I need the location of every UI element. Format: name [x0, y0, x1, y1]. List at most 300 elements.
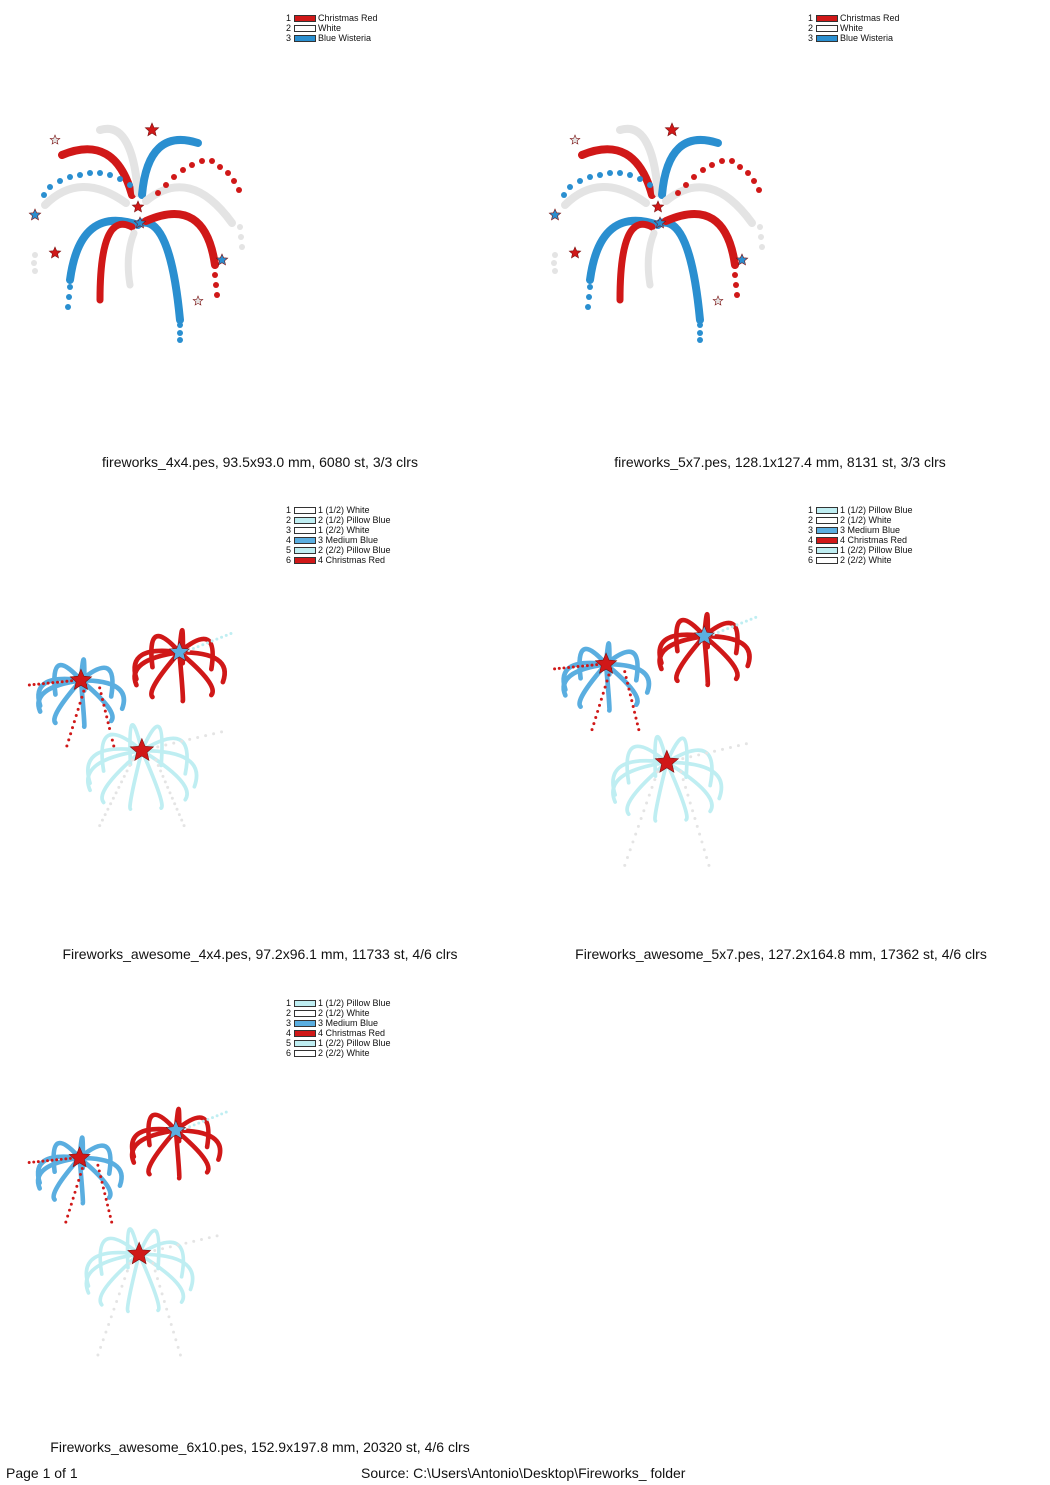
sequin-dot	[70, 679, 73, 682]
sequin-dot	[697, 337, 703, 343]
legend-row	[808, 555, 913, 565]
sequin-dot	[60, 1158, 63, 1161]
sequin-dot	[591, 664, 594, 667]
sequin-dot	[567, 184, 573, 190]
sequin-dot	[600, 698, 603, 701]
design-caption: fireworks_4x4.pes, 93.5x93.0 mm, 6080 st, 3/3 clrs	[102, 454, 418, 470]
sequin-dot	[758, 234, 764, 240]
sequin-dot	[65, 744, 68, 747]
sequin-dot	[634, 717, 637, 720]
star-icon	[570, 135, 580, 144]
sequin-dot	[188, 738, 191, 741]
sequin-dot	[66, 1215, 69, 1218]
sequin-dot	[108, 727, 111, 730]
legend-row	[286, 13, 378, 23]
thread-name: 4 Christmas Red	[840, 535, 908, 545]
sequin-dot	[626, 682, 629, 685]
legend-number: 5	[808, 545, 814, 555]
sequin-dot	[79, 702, 82, 705]
sequin-dot	[698, 833, 701, 836]
sequin-dot	[104, 1331, 107, 1334]
sequin-dot	[705, 752, 708, 755]
sequin-dot	[115, 1300, 118, 1303]
legend-number: 2	[286, 1008, 292, 1018]
sequin-dot	[737, 744, 740, 747]
color-swatch	[294, 15, 316, 22]
firework-stroke	[139, 1254, 159, 1310]
legend-number: 3	[808, 525, 814, 535]
sequin-dot	[640, 817, 643, 820]
sequin-dot	[212, 732, 215, 735]
sequin-dot	[607, 673, 610, 676]
sequin-dot	[214, 292, 220, 298]
sequin-dot	[67, 284, 73, 290]
legend-number: 4	[808, 535, 814, 545]
firework-stroke	[146, 214, 215, 265]
color-swatch	[294, 25, 316, 32]
design-caption: Fireworks_awesome_6x10.pes, 152.9x197.8 mm, 20320 st, 4/6 clrs	[50, 1439, 470, 1455]
legend-row	[808, 505, 913, 515]
sequin-dot	[206, 1118, 209, 1121]
sequin-dot	[713, 750, 716, 753]
sequin-dot	[75, 1185, 78, 1188]
color-swatch	[816, 25, 838, 32]
sequin-dot	[65, 680, 68, 683]
legend-row	[808, 535, 913, 545]
sequin-dot	[551, 260, 557, 266]
sequin-dot	[729, 746, 732, 749]
sequin-dot	[177, 1244, 180, 1247]
sequin-dot	[637, 728, 640, 731]
sequin-dot	[154, 759, 157, 762]
color-swatch	[294, 527, 316, 534]
sequin-dot	[200, 1238, 203, 1241]
color-swatch	[816, 507, 838, 514]
sequin-dot	[177, 337, 183, 343]
firework-stroke	[142, 751, 162, 808]
firework-stroke	[648, 233, 654, 285]
sequin-dot	[112, 1308, 115, 1311]
sequin-dot	[236, 187, 242, 193]
legend-number: 1	[286, 998, 292, 1008]
sequin-dot	[745, 170, 751, 176]
thread-name: 1 (1/2) White	[318, 505, 370, 515]
sequin-dot	[626, 856, 629, 859]
sequin-dot	[217, 164, 223, 170]
sequin-dot	[70, 1203, 73, 1206]
sequin-dot	[104, 813, 107, 816]
legend-row	[808, 33, 900, 43]
thread-name: Christmas Red	[318, 13, 378, 23]
sequin-dot	[202, 1120, 205, 1123]
sequin-dot	[102, 1187, 105, 1190]
thread-name: 2 (2/2) Pillow Blue	[318, 545, 391, 555]
sequin-dot	[602, 692, 605, 695]
sequin-dot	[697, 330, 703, 336]
sequin-dot	[697, 322, 703, 328]
sequin-dot	[155, 190, 161, 196]
sequin-dot	[567, 666, 570, 669]
sequin-dot	[41, 1160, 44, 1163]
sequin-dot	[208, 1236, 211, 1239]
sequin-dot	[211, 639, 214, 642]
sequin-dot	[691, 809, 694, 812]
sequin-dot	[239, 244, 245, 250]
sequin-dot	[99, 1346, 102, 1349]
design-caption: Fireworks_awesome_5x7.pes, 127.2x164.8 mm, 17362 st, 4/6 clrs	[575, 946, 987, 962]
sequin-dot	[72, 1197, 75, 1200]
sequin-dot	[689, 801, 692, 804]
sequin-dot	[99, 1175, 102, 1178]
sequin-dot	[656, 770, 659, 773]
sequin-dot	[206, 641, 209, 644]
thread-name: Christmas Red	[840, 13, 900, 23]
color-swatch	[294, 507, 316, 514]
sequin-dot	[81, 1167, 84, 1170]
sequin-dot	[163, 1300, 166, 1303]
sequin-dot	[586, 664, 589, 667]
sequin-dot	[213, 282, 219, 288]
color-swatch	[816, 537, 838, 544]
sequin-dot	[719, 158, 725, 164]
sequin-dot	[177, 1346, 180, 1349]
sequin-dot	[633, 711, 636, 714]
sequin-dot	[729, 158, 735, 164]
sequin-dot	[229, 632, 232, 635]
star-icon	[49, 247, 60, 258]
sequin-dot	[745, 742, 748, 745]
legend-number: 2	[286, 515, 292, 525]
sequin-dot	[161, 1247, 164, 1250]
legend-row	[286, 1008, 391, 1018]
sequin-dot	[167, 1315, 170, 1318]
sequin-dot	[220, 636, 223, 639]
legend-row	[808, 545, 913, 555]
sequin-dot	[238, 234, 244, 240]
sequin-dot	[625, 676, 628, 679]
sequin-dot	[79, 1173, 82, 1176]
legend-row	[808, 525, 913, 535]
thread-name: White	[840, 23, 864, 33]
firework-stroke	[565, 187, 646, 205]
sequin-dot	[697, 753, 700, 756]
legend-row	[286, 545, 391, 555]
color-swatch	[294, 547, 316, 554]
legend-row	[808, 13, 900, 23]
sequin-dot	[734, 292, 740, 298]
sequin-dot	[129, 1262, 132, 1265]
sequin-dot	[82, 690, 85, 693]
color-swatch	[816, 35, 838, 42]
sequin-dot	[178, 813, 181, 816]
firework-stroke	[128, 233, 134, 285]
legend-row	[286, 555, 391, 565]
sequin-dot	[682, 778, 685, 781]
sequin-dot	[121, 1285, 124, 1288]
sequin-dot	[215, 638, 218, 641]
sequin-dot	[587, 174, 593, 180]
firework-stroke	[140, 222, 180, 320]
sequin-dot	[707, 864, 710, 867]
sequin-dot	[77, 172, 83, 178]
color-swatch	[294, 1000, 316, 1007]
star-icon	[713, 296, 723, 305]
legend-number: 4	[286, 535, 292, 545]
sequin-dot	[740, 622, 743, 625]
sequin-dot	[110, 1315, 113, 1318]
thread-legend	[286, 998, 391, 1058]
sequin-dot	[171, 797, 174, 800]
sequin-dot	[98, 686, 101, 689]
sequin-dot	[197, 645, 200, 648]
legend-row	[286, 33, 378, 43]
design-preview-bursts	[20, 610, 245, 835]
color-swatch	[816, 557, 838, 564]
sequin-dot	[169, 1245, 172, 1248]
sequin-dot	[159, 769, 162, 772]
sequin-dot	[101, 698, 104, 701]
sequin-dot	[623, 864, 626, 867]
star-icon	[29, 209, 40, 220]
sequin-dot	[123, 775, 126, 778]
star-icon	[132, 201, 143, 212]
thread-name: 2 (1/2) Pillow Blue	[318, 515, 391, 525]
sequin-dot	[67, 174, 73, 180]
thread-legend	[286, 13, 378, 43]
sequin-dot	[586, 294, 592, 300]
sequin-dot	[96, 1354, 99, 1357]
sequin-dot	[127, 182, 133, 188]
sequin-dot	[212, 272, 218, 278]
sequin-dot	[225, 1111, 228, 1114]
legend-number: 2	[808, 23, 814, 33]
legend-number: 1	[808, 13, 814, 23]
sequin-dot	[107, 721, 110, 724]
sequin-dot	[165, 1308, 168, 1311]
color-swatch	[294, 1010, 316, 1017]
sequin-dot	[64, 1221, 67, 1224]
sequin-dot	[581, 665, 584, 668]
legend-number: 6	[808, 555, 814, 565]
sequin-dot	[634, 833, 637, 836]
thread-name: Blue Wisteria	[318, 33, 372, 43]
sequin-dot	[736, 623, 739, 626]
sequin-dot	[192, 1240, 195, 1243]
sequin-dot	[177, 330, 183, 336]
sequin-dot	[587, 284, 593, 290]
sequin-dot	[117, 176, 123, 182]
sequin-dot	[627, 688, 630, 691]
sequin-dot	[156, 1277, 159, 1280]
thread-legend	[808, 505, 913, 565]
sequin-dot	[107, 1323, 110, 1326]
sequin-dot	[679, 770, 682, 773]
sequin-dot	[28, 684, 31, 687]
design-preview-fountain	[20, 115, 260, 350]
sequin-dot	[51, 1159, 54, 1162]
thread-name: White	[318, 23, 342, 33]
sequin-dot	[681, 757, 684, 760]
star-icon	[665, 123, 678, 136]
sequin-dot	[709, 162, 715, 168]
sequin-dot	[561, 192, 567, 198]
sequin-dot	[161, 775, 164, 778]
sequin-dot	[55, 1158, 58, 1161]
sequin-dot	[28, 1161, 31, 1164]
thread-name: 1 (2/2) Pillow Blue	[840, 545, 913, 555]
sequin-dot	[47, 184, 53, 190]
sequin-dot	[572, 666, 575, 669]
sequin-dot	[645, 801, 648, 804]
thread-name: 2 (1/2) White	[318, 1008, 370, 1018]
sequin-dot	[107, 1209, 110, 1212]
legend-row	[286, 1018, 391, 1028]
sequin-dot	[120, 780, 123, 783]
sequin-dot	[686, 794, 689, 797]
color-swatch	[816, 547, 838, 554]
sequin-dot	[689, 755, 692, 758]
firework-stroke	[667, 762, 687, 819]
sequin-dot	[115, 791, 118, 794]
legend-number: 5	[286, 545, 292, 555]
sequin-dot	[552, 268, 558, 274]
sequin-dot	[109, 802, 112, 805]
sequin-dot	[71, 726, 74, 729]
sequin-dot	[37, 1160, 40, 1163]
sequin-dot	[163, 182, 169, 188]
design-caption: fireworks_5x7.pes, 128.1x127.4 mm, 8131 st, 3/3 clrs	[614, 454, 946, 470]
sequin-dot	[32, 268, 38, 274]
sequin-dot	[173, 802, 176, 805]
firework-stroke	[666, 214, 735, 265]
sequin-dot	[96, 1164, 99, 1167]
sequin-dot	[107, 172, 113, 178]
sequin-dot	[32, 1161, 35, 1164]
page-number: Page 1 of 1	[6, 1465, 78, 1481]
star-icon	[549, 209, 560, 220]
sequin-dot	[721, 629, 724, 632]
legend-number: 3	[808, 33, 814, 43]
sequin-dot	[102, 704, 105, 707]
sequin-dot	[184, 1242, 187, 1245]
sequin-dot	[199, 158, 205, 164]
thread-name: 3 Medium Blue	[318, 1018, 379, 1028]
legend-number: 5	[286, 1038, 292, 1048]
sequin-dot	[211, 1116, 214, 1119]
thread-name: 1 (1/2) Pillow Blue	[318, 998, 391, 1008]
sequin-dot	[216, 1234, 219, 1237]
sequin-dot	[558, 667, 561, 670]
sequin-dot	[607, 170, 613, 176]
sequin-dot	[700, 840, 703, 843]
thread-name: 1 (2/2) White	[318, 525, 370, 535]
sequin-dot	[745, 620, 748, 623]
sequin-dot	[75, 714, 78, 717]
color-swatch	[816, 517, 838, 524]
sequin-dot	[42, 682, 45, 685]
sequin-dot	[37, 683, 40, 686]
sequin-dot	[562, 666, 565, 669]
sequin-dot	[156, 745, 159, 748]
sequin-dot	[651, 786, 654, 789]
sequin-dot	[110, 1221, 113, 1224]
sequin-dot	[617, 170, 623, 176]
sequin-dot	[104, 710, 107, 713]
color-swatch	[294, 557, 316, 564]
legend-row	[808, 23, 900, 33]
sequin-dot	[126, 1270, 129, 1273]
color-swatch	[294, 1050, 316, 1057]
sequin-dot	[105, 715, 108, 718]
legend-row	[286, 23, 378, 33]
sequin-dot	[183, 824, 186, 827]
sequin-dot	[67, 738, 70, 741]
thread-legend	[286, 505, 391, 565]
sequin-dot	[80, 696, 83, 699]
legend-row	[286, 1028, 391, 1038]
sequin-dot	[109, 1215, 112, 1218]
sequin-dot	[552, 252, 558, 258]
sequin-dot	[103, 1192, 106, 1195]
sequin-dot	[61, 680, 64, 683]
sequin-dot	[596, 710, 599, 713]
sequin-dot	[164, 744, 167, 747]
sequin-dot	[169, 791, 172, 794]
sequin-dot	[177, 322, 183, 328]
sequin-dot	[598, 704, 601, 707]
sequin-dot	[721, 748, 724, 751]
sequin-dot	[161, 1292, 164, 1295]
sequin-dot	[585, 304, 591, 310]
sequin-dot	[65, 304, 71, 310]
sequin-dot	[577, 178, 583, 184]
legend-number: 1	[286, 505, 292, 515]
sequin-dot	[106, 808, 109, 811]
sequin-dot	[204, 734, 207, 737]
color-swatch	[294, 1020, 316, 1027]
sequin-dot	[158, 1285, 161, 1288]
legend-number: 3	[286, 1018, 292, 1028]
sequin-dot	[629, 848, 632, 851]
sequin-dot	[105, 1198, 108, 1201]
sequin-dot	[77, 1179, 80, 1182]
sequin-dot	[174, 1338, 177, 1341]
sequin-dot	[757, 224, 763, 230]
thread-name: 2 (1/2) White	[840, 515, 892, 525]
sequin-dot	[112, 797, 115, 800]
sequin-dot	[73, 720, 76, 723]
sequin-dot	[637, 176, 643, 182]
color-swatch	[294, 517, 316, 524]
sequin-dot	[172, 1331, 175, 1334]
sequin-dot	[216, 1114, 219, 1117]
sequin-dot	[733, 282, 739, 288]
sequin-dot	[69, 732, 72, 735]
star-icon	[193, 296, 203, 305]
thread-name: 2 (2/2) White	[840, 555, 892, 565]
legend-number: 1	[808, 505, 814, 515]
legend-number: 3	[286, 525, 292, 535]
source-path: Source: C:\Users\Antonio\Desktop\Fireworks_ folder	[361, 1465, 686, 1481]
sequin-dot	[700, 167, 706, 173]
sequin-dot	[77, 708, 80, 711]
sequin-dot	[51, 681, 54, 684]
sequin-dot	[74, 1191, 77, 1194]
design-preview-fountain	[540, 115, 780, 350]
sequin-dot	[225, 634, 228, 637]
sequin-dot	[751, 178, 757, 184]
sequin-dot	[703, 848, 706, 851]
